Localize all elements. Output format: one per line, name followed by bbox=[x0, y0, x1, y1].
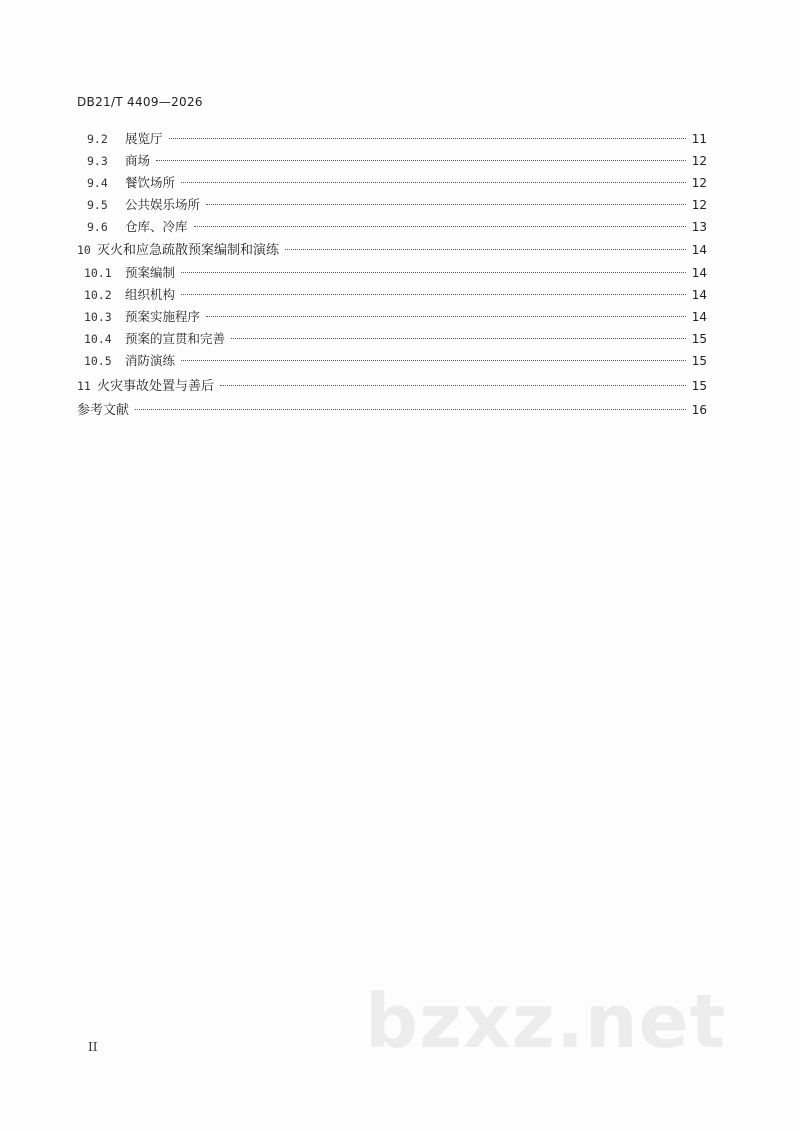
toc-entry-page: 16 bbox=[691, 403, 707, 417]
toc-entry-number: 10 bbox=[77, 243, 91, 257]
toc-entry-9-6[interactable] bbox=[77, 216, 707, 238]
toc-entry-10-3[interactable] bbox=[77, 306, 707, 328]
site-watermark: bzxz.net bbox=[365, 979, 727, 1065]
toc-entry-title: 参考文献 bbox=[77, 403, 130, 418]
toc-entry-9-5[interactable] bbox=[77, 194, 707, 216]
table-of-contents bbox=[77, 128, 707, 422]
toc-leader-dots bbox=[206, 204, 686, 205]
toc-leader-dots bbox=[206, 316, 686, 317]
toc-entry-number: 11 bbox=[77, 379, 91, 393]
toc-leader-dots bbox=[181, 182, 686, 183]
toc-entry-page: 12 bbox=[691, 176, 707, 190]
toc-entry-title: 灭火和应急疏散预案编制和演练 bbox=[97, 243, 280, 258]
toc-entry-page: 14 bbox=[691, 310, 707, 324]
toc-entry-number: 9.5 bbox=[87, 198, 108, 212]
toc-entry-title: 消防演练 bbox=[125, 353, 176, 368]
toc-entry-page: 15 bbox=[691, 379, 707, 393]
toc-entry-page: 15 bbox=[691, 332, 707, 346]
toc-entry-number: 10.5 bbox=[84, 354, 112, 368]
toc-entry-page: 12 bbox=[691, 198, 707, 212]
toc-entry-9-2[interactable] bbox=[77, 128, 707, 150]
toc-entry-references[interactable] bbox=[77, 398, 707, 422]
toc-entry-10-4[interactable] bbox=[77, 328, 707, 350]
toc-entry-number: 9.2 bbox=[87, 132, 108, 146]
toc-entry-title: 预案实施程序 bbox=[125, 309, 201, 324]
toc-entry-page: 14 bbox=[691, 266, 707, 280]
toc-entry-number: 10.4 bbox=[84, 332, 112, 346]
toc-entry-number: 9.3 bbox=[87, 154, 108, 168]
toc-entry-page: 15 bbox=[691, 354, 707, 368]
document-code-header: DB21/T 4409—2026 bbox=[77, 95, 203, 109]
toc-leader-dots bbox=[181, 272, 686, 273]
toc-entry-number: 10.2 bbox=[84, 288, 112, 302]
toc-entry-10-2[interactable] bbox=[77, 284, 707, 306]
toc-leader-dots bbox=[194, 226, 686, 227]
toc-entry-page: 13 bbox=[691, 220, 707, 234]
toc-entry-number: 10.3 bbox=[84, 310, 112, 324]
toc-entry-title: 预案的宣贯和完善 bbox=[125, 331, 226, 346]
toc-entry-title: 公共娱乐场所 bbox=[125, 197, 201, 212]
toc-entry-page: 14 bbox=[691, 243, 707, 257]
toc-entry-9-4[interactable] bbox=[77, 172, 707, 194]
toc-entry-10[interactable] bbox=[77, 238, 707, 262]
toc-entry-page: 12 bbox=[691, 154, 707, 168]
toc-leader-dots bbox=[181, 360, 686, 361]
toc-leader-dots bbox=[135, 409, 686, 410]
toc-leader-dots bbox=[231, 338, 686, 339]
toc-entry-9-3[interactable] bbox=[77, 150, 707, 172]
toc-leader-dots bbox=[169, 138, 686, 139]
toc-entry-10-5[interactable] bbox=[77, 350, 707, 372]
page-number-footer: II bbox=[88, 1040, 98, 1054]
toc-entry-10-1[interactable] bbox=[77, 262, 707, 284]
toc-entry-11[interactable] bbox=[77, 374, 707, 398]
toc-entry-number: 9.6 bbox=[87, 220, 108, 234]
toc-entry-title: 预案编制 bbox=[125, 265, 176, 280]
toc-entry-number: 10.1 bbox=[84, 266, 112, 280]
toc-entry-page: 11 bbox=[691, 132, 707, 146]
toc-entry-number: 9.4 bbox=[87, 176, 108, 190]
toc-entry-title: 展览厅 bbox=[125, 131, 163, 146]
toc-entry-title: 火灾事故处置与善后 bbox=[97, 379, 215, 394]
toc-entry-title: 餐饮场所 bbox=[125, 175, 176, 190]
toc-leader-dots bbox=[156, 160, 686, 161]
toc-leader-dots bbox=[220, 385, 686, 386]
toc-entry-title: 商场 bbox=[125, 153, 151, 168]
toc-leader-dots bbox=[285, 249, 686, 250]
toc-entry-page: 14 bbox=[691, 288, 707, 302]
toc-entry-title: 组织机构 bbox=[125, 287, 176, 302]
toc-leader-dots bbox=[181, 294, 686, 295]
toc-entry-title: 仓库、冷库 bbox=[125, 219, 188, 234]
